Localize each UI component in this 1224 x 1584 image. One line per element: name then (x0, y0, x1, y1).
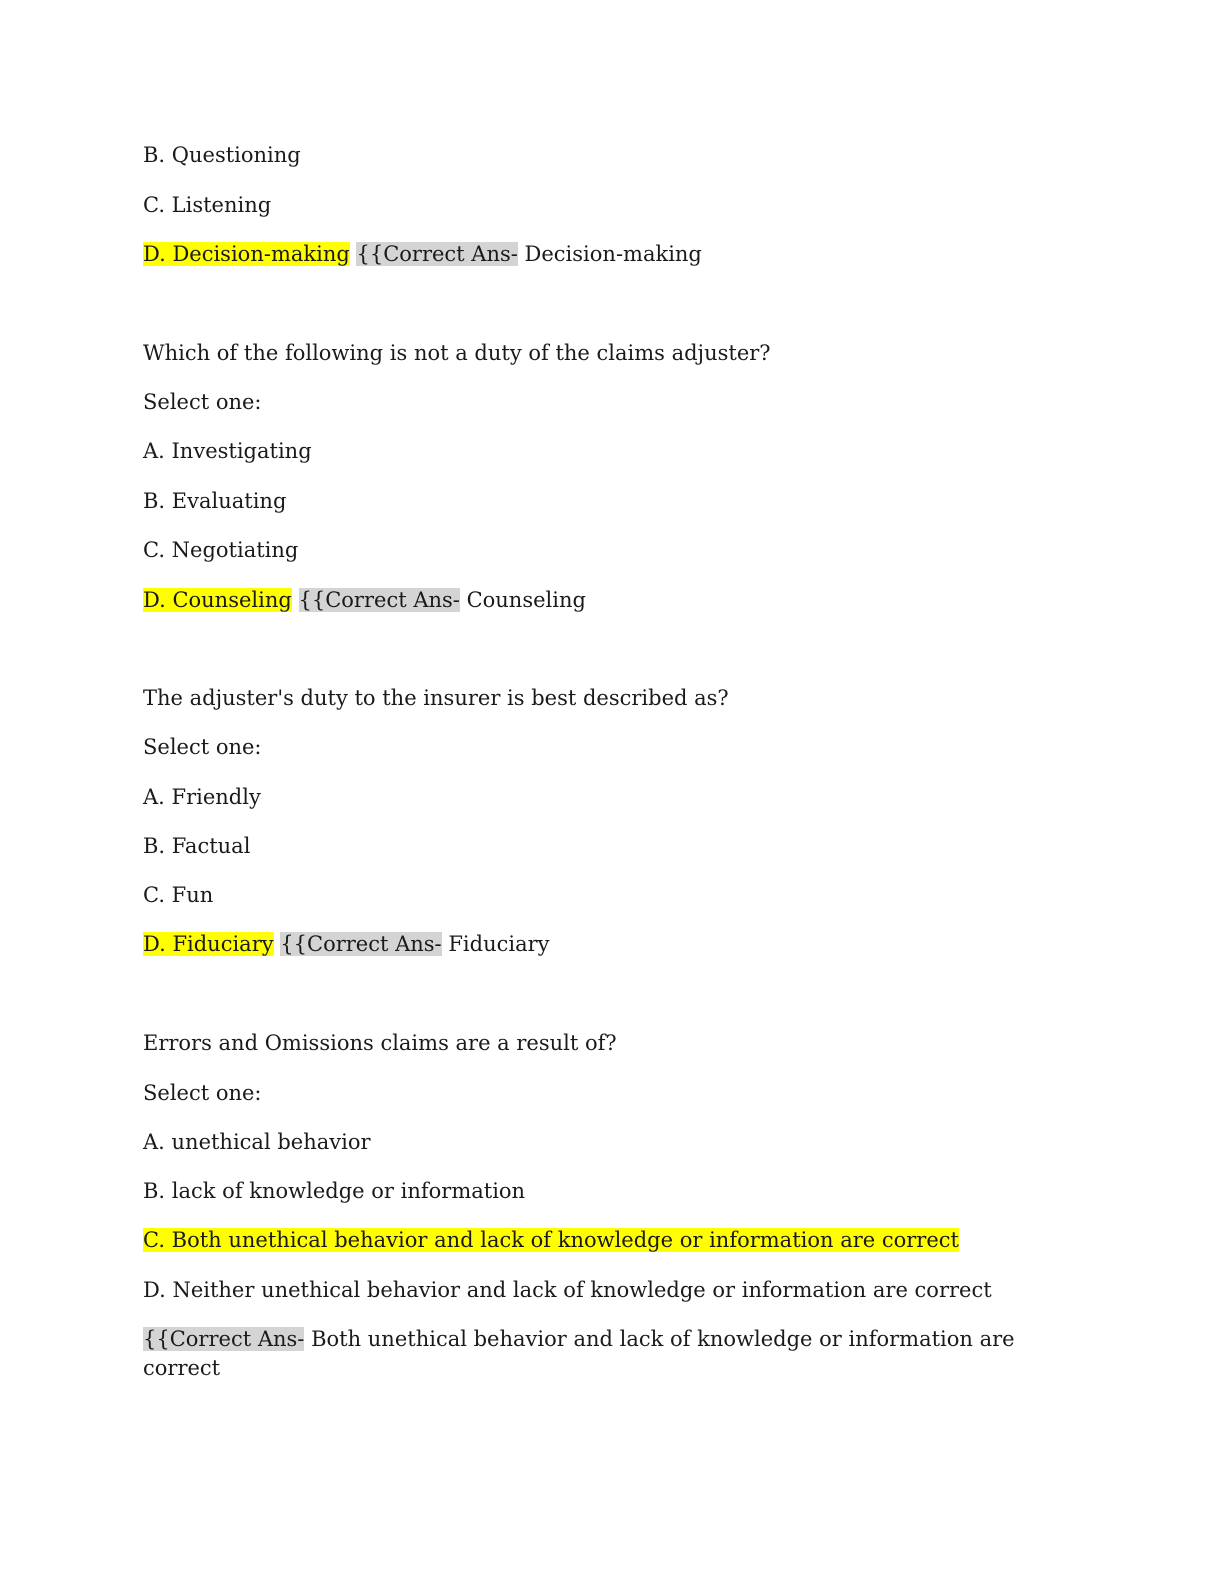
q3-option-c: C. Fun (143, 883, 214, 907)
q4-option-a: A. unethical behavior (143, 1130, 371, 1154)
q3-prompt: Select one: (143, 735, 262, 759)
q2-correct-answer-tag: {{Correct Ans- (298, 588, 460, 612)
q3-correct-answer-value: Fiduciary (441, 932, 550, 956)
q3-question: The adjuster's duty to the insurer is best described as? (143, 686, 729, 710)
q1-option-c: C. Listening (143, 193, 272, 217)
q2-prompt: Select one: (143, 390, 262, 414)
q1-option-b: B. Questioning (143, 143, 301, 167)
q2-option-d-highlighted: D. Counseling (143, 588, 292, 612)
q4-option-b: B. lack of knowledge or information (143, 1179, 526, 1203)
q4-prompt: Select one: (143, 1081, 262, 1105)
q4-correct-answer-value: Both unethical behavior and lack of knowledge or information are correct (143, 1327, 1015, 1380)
q2-option-b: B. Evaluating (143, 489, 287, 513)
q1-correct-answer-value: Decision-making (517, 242, 702, 266)
q2-question: Which of the following is not a duty of the claims adjuster? (143, 341, 771, 365)
q4-correct-answer-tag: {{Correct Ans- (143, 1327, 305, 1351)
q2-correct-answer-value: Counseling (459, 588, 586, 612)
q4-correct-answer-line (143, 1325, 1023, 1383)
q1-option-d-highlighted: D. Decision-making (143, 242, 350, 266)
q4-option-c-highlighted: C. Both unethical behavior and lack of knowledge or information are correct (143, 1228, 959, 1252)
q3-option-d-line (143, 931, 550, 957)
q4-question: Errors and Omissions claims are a result of? (143, 1031, 617, 1055)
q2-option-c: C. Negotiating (143, 538, 299, 562)
q3-option-a: A. Friendly (143, 785, 261, 809)
q4-option-c-line (143, 1227, 959, 1253)
q3-option-d-highlighted: D. Fiduciary (143, 932, 274, 956)
q1-option-d-line (143, 241, 702, 267)
q3-option-b: B. Factual (143, 834, 251, 858)
q2-option-d-line (143, 587, 586, 613)
q4-option-d: D. Neither unethical behavior and lack of knowledge or information are correct (143, 1278, 992, 1302)
q2-option-a: A. Investigating (143, 439, 312, 463)
q3-correct-answer-tag: {{Correct Ans- (280, 932, 442, 956)
q1-correct-answer-tag: {{Correct Ans- (356, 242, 518, 266)
